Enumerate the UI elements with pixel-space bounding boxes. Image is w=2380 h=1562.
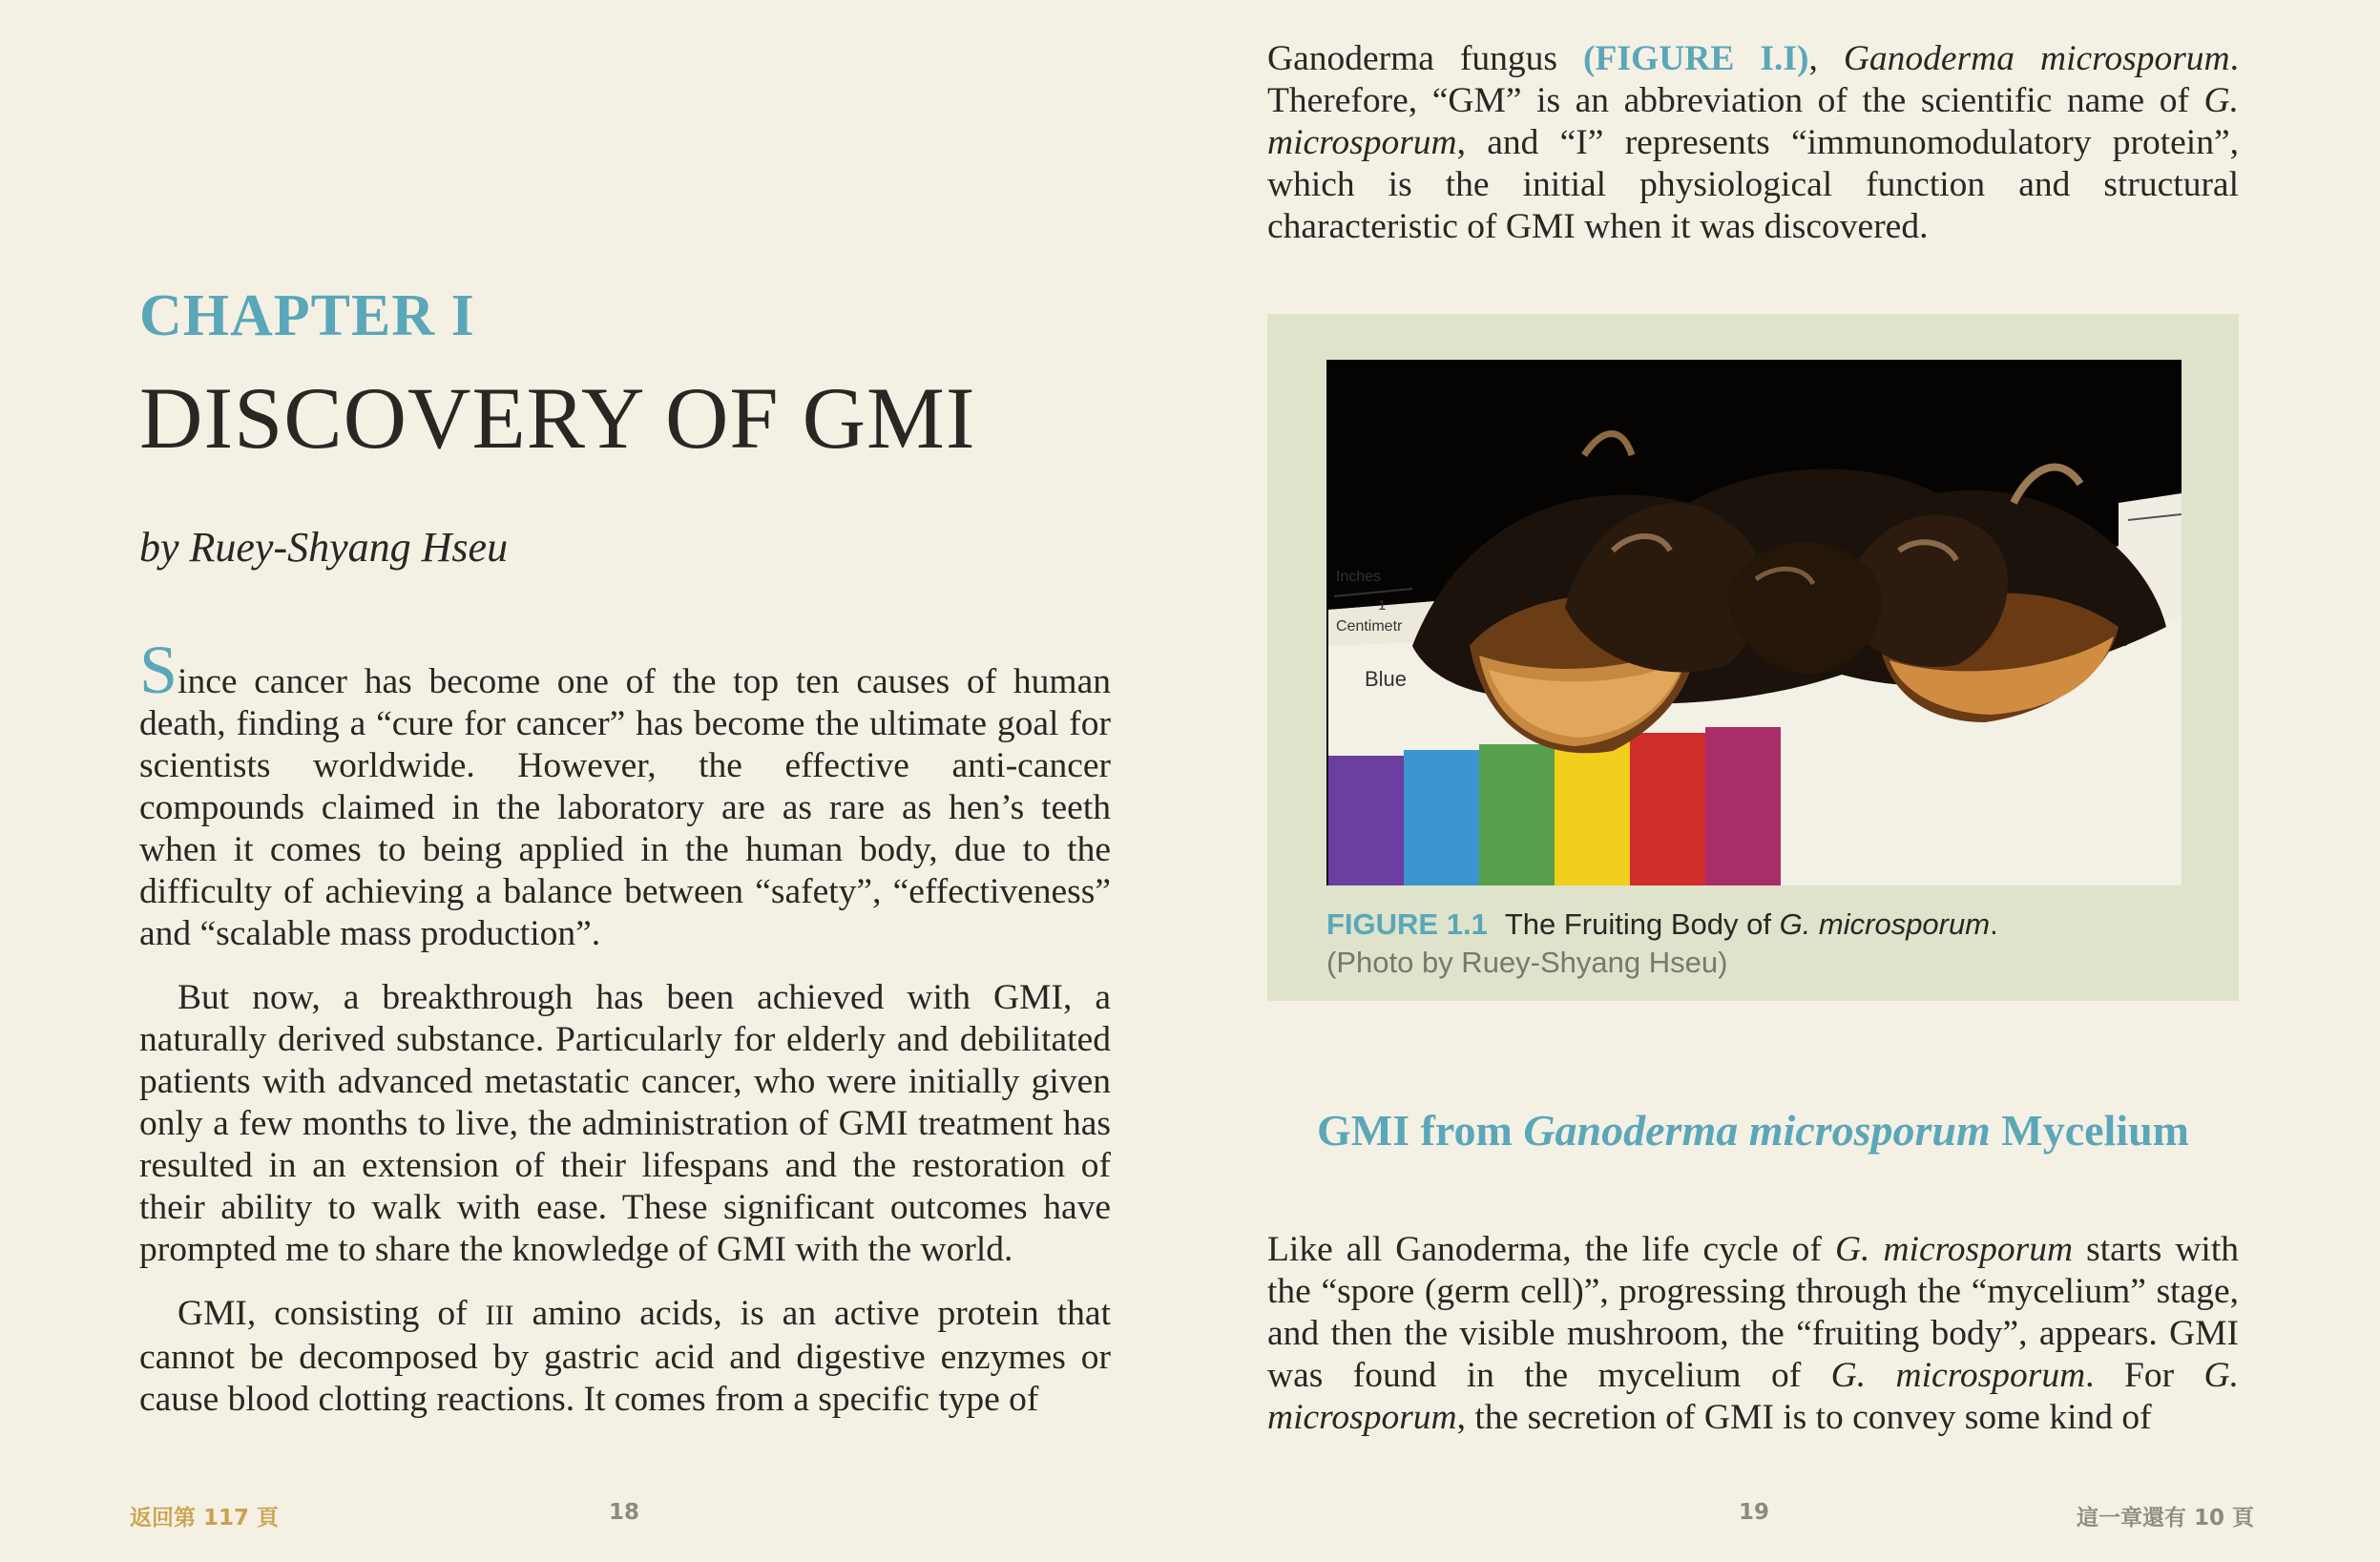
photo-credit: (Photo by Ruey-Shyang Hseu) xyxy=(1326,946,1728,979)
figure-number: FIGURE 1.1 xyxy=(1326,907,1488,941)
roman-numeral: III xyxy=(485,1300,514,1331)
svg-text:Blue: Blue xyxy=(1365,667,1408,691)
paragraph-1: Since cancer has become one of the top ten causes of human death, finding a “cure for cancer” has become the ultimate goal for scientists worldwide. However, the effective anti-cancer compounds claimed in the laboratory are as rare as hen’s teeth when it comes to being applied in the human body, due to the difficulty of achieving a balance between “safety”, “effectiveness” and “scalable mass production”. xyxy=(139,632,1111,953)
page-number-left: 18 xyxy=(609,1500,640,1525)
chapter-author: by Ruey-Shyang Hseu xyxy=(139,524,509,571)
svg-text:Inches: Inches xyxy=(1336,569,1382,585)
color-swatch xyxy=(1630,733,1705,885)
paragraph-2: But now, a breakthrough has been achieved with GMI, a naturally derived substance. Particularly for elderly and debilitated patients with advanced metastatic cancer, who were initially given only a few months to live, the administration of GMI treatment has resulted in an extension of their lifespans and the restoration of their ability to walk with ease. These significant outcomes have prompted me to share the knowledge of GMI with the world. xyxy=(139,978,1111,1269)
right-body-text xyxy=(1267,1229,2239,1439)
color-swatch xyxy=(1781,721,1856,885)
page-number-right: 19 xyxy=(1739,1500,1770,1525)
color-swatch xyxy=(1479,744,1555,885)
right-top-text xyxy=(1267,38,2239,248)
section-heading: GMI from Ganoderma microsporum Mycelium xyxy=(1317,1106,2189,1155)
figure-box xyxy=(1267,314,2239,1001)
svg-text:1: 1 xyxy=(1378,597,1387,614)
left-body-text xyxy=(139,632,1111,1421)
chapter-title: DISCOVERY OF GMI xyxy=(139,369,976,467)
color-swatch xyxy=(1404,750,1479,885)
figure-caption: FIGURE 1.1 The Fruiting Body of G. microsporum. (Photo by Ruey-Shyang Hseu) xyxy=(1326,906,2185,982)
color-swatch xyxy=(1555,739,1630,885)
paragraph-3: GMI, consisting of III amino acids, is an active protein that cannot be decomposed by gastric acid and digestive enzymes or cause blood clotting reactions. It comes from a specific type of xyxy=(139,1294,1111,1419)
paragraph-right: Like all Ganoderma, the life cycle of G. microsporum starts with the “spore (germ cell)”, progressing through the “mycelium” stage, and then the visible mushroom, the “fruiting body”, appears. GMI was found in the mycelium of G. microsporum. For G. microsporum, the secretion of GMI is to convey some kind of xyxy=(1267,1230,2239,1437)
drop-cap: S xyxy=(139,632,178,708)
pages-remaining-in-chapter: 這一章還有 10 頁 xyxy=(2077,1506,2255,1531)
svg-text:Centimetr: Centimetr xyxy=(1336,618,1403,635)
mushroom-illustration xyxy=(1326,360,2182,885)
color-swatch xyxy=(1705,727,1781,885)
fruiting-body-photo[interactable] xyxy=(1326,360,2182,885)
paragraph-continued: Ganoderma fungus (FIGURE I.I), Ganoderma microsporum. Therefore, “GM” is an abbreviation of the scientific name of G. microsporum, and “I” represents “immunomodulatory protein”, which is the initial physiological function and structural characteristic of GMI when it was discovered. xyxy=(1267,39,2239,246)
back-to-page-link[interactable]: 返回第 117 頁 xyxy=(130,1506,280,1531)
figure-reference-link[interactable]: (FIGURE I.I) xyxy=(1583,39,1809,78)
color-swatch xyxy=(1328,756,1404,885)
chapter-label: CHAPTER I xyxy=(139,283,475,348)
